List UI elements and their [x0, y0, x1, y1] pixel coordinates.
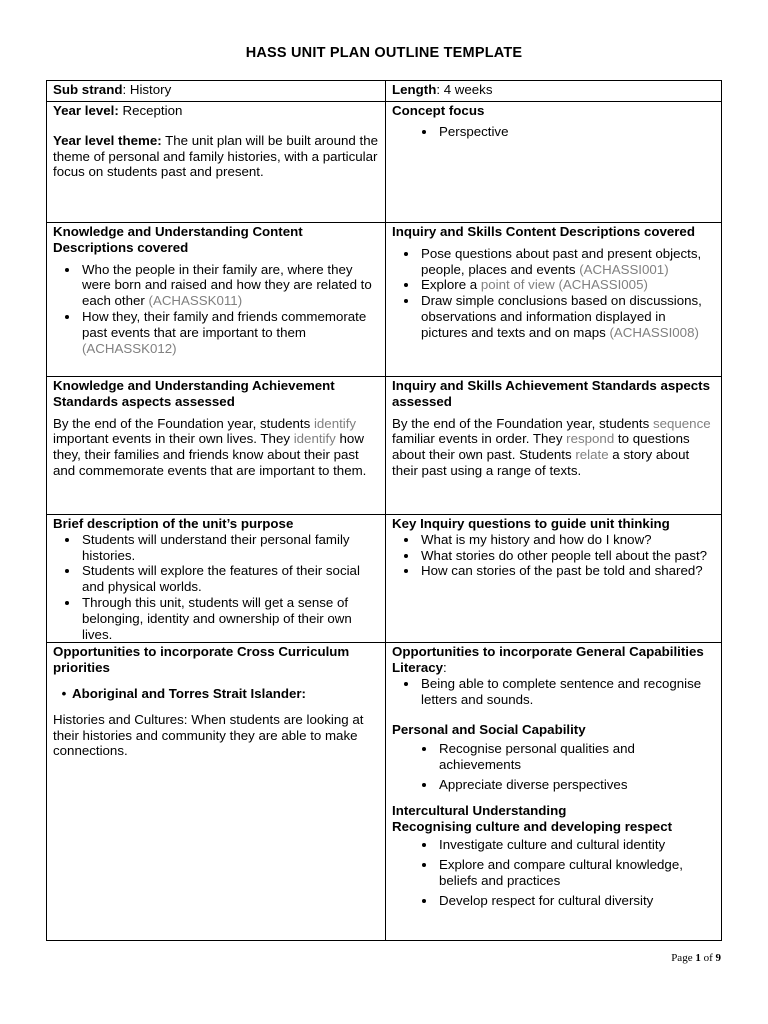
ku-text: how they, their families and friends know about their past and commemorate events that are important to them.: [53, 431, 367, 478]
gc-heading: Opportunities to incorporate General Capabilities: [392, 644, 704, 660]
row-sub-strand: [47, 81, 722, 102]
row-achievement-standards: [47, 377, 722, 515]
cell-is-achievement: [386, 377, 722, 515]
ku-text: By the end of the Foundation year, students: [53, 415, 314, 431]
cell-purpose: [47, 515, 386, 643]
is-content-heading: Inquiry and Skills Content Descriptions covered: [392, 224, 695, 239]
cell-ku-achievement: [47, 377, 386, 515]
ku-verb: identify: [313, 415, 357, 431]
is-text: to questions about their own past. Students: [392, 431, 690, 463]
is-content-item: [419, 293, 715, 340]
concept-item: • Perspective: [437, 124, 715, 140]
cell-cross-curriculum: [47, 643, 386, 941]
is-achievement-text: [392, 416, 715, 479]
ku-content-list: [53, 262, 379, 357]
ccp-heading: Opportunities to incorporate Cross Curriculum priorities: [53, 644, 350, 676]
ku-achievement-text: [53, 416, 379, 479]
purpose-list: [53, 532, 379, 643]
cell-is-content: [386, 223, 722, 377]
is-text: a story about their past using a range of texts.: [392, 447, 690, 478]
icu-list: [392, 837, 715, 908]
ku-text: important events in their own lives. They: [53, 431, 294, 447]
literacy-label: Literacy: [392, 660, 443, 676]
ku-item-code: (ACHASSK011): [148, 293, 243, 309]
is-content-list: [392, 246, 715, 341]
ku-content-item: [80, 309, 379, 356]
year-level-value: Reception: [118, 103, 183, 118]
ccp-text: Histories and Cultures: When students are looking at their histories and community they are able to make connections.: [53, 711, 364, 759]
footer-page-number: 1: [695, 952, 701, 964]
key-question-item: • What is my history and how do I know?: [419, 532, 715, 548]
is-achievement-heading: Inquiry and Skills Achievement Standards aspects assessed: [392, 378, 711, 409]
icu-item: • Explore and compare cultural knowledge, beliefs and practices: [437, 857, 715, 889]
concept-focus-heading: Concept focus: [392, 103, 485, 118]
document-title: HASS UNIT PLAN OUTLINE TEMPLATE: [245, 45, 523, 61]
icu-heading: Intercultural Understanding: [392, 802, 567, 818]
literacy-colon: :: [443, 660, 447, 676]
is-item-text: Pose questions about past and present objects, people, places and events: [421, 245, 702, 277]
is-text: By the end of the Foundation year, students: [392, 415, 653, 431]
footer-page-total: 9: [715, 952, 721, 964]
psc-item: • Appreciate diverse perspectives: [437, 777, 715, 793]
key-questions-list: [392, 532, 715, 579]
ku-item-text: How they, their family and friends commemorate past events that are important to them: [82, 308, 367, 340]
ccp-item: • Aboriginal and Torres Strait Islander:: [70, 686, 379, 702]
literacy-item: • Being able to complete sentence and recognise letters and sounds.: [419, 676, 715, 708]
key-question-item: • What stories do other people tell about the past?: [419, 548, 715, 564]
page-footer: [671, 952, 721, 964]
cell-length: [386, 81, 722, 102]
is-content-item: [419, 277, 715, 293]
is-item-text: Draw simple conclusions based on discussions, observations and information displayed in pictures and texts and on maps: [421, 293, 702, 340]
purpose-item: • Students will explore the features of their social and physical worlds.: [80, 563, 379, 595]
icu-item: • Investigate culture and cultural identity: [437, 837, 715, 853]
ccp-list: [53, 686, 379, 702]
unit-plan-table: [46, 80, 722, 941]
row-content-descriptions: [47, 223, 722, 377]
ku-item-code: (ACHASSK012): [82, 340, 177, 356]
key-questions-heading: Key Inquiry questions to guide unit thinking: [392, 516, 670, 531]
row-priorities-capabilities: [47, 643, 722, 941]
cell-general-capabilities: [386, 643, 722, 941]
cell-sub-strand: [47, 81, 386, 102]
length-label: Length: [392, 82, 437, 97]
ku-content-item: [80, 262, 379, 309]
purpose-item: • Through this unit, students will get a sense of belonging, identity and ownership of their own lives.: [80, 595, 379, 642]
length-value: : 4 weeks: [436, 82, 493, 97]
concept-list: [392, 124, 715, 140]
row-year-level: [47, 102, 722, 223]
cell-concept-focus: [386, 102, 722, 223]
footer-prefix: Page: [671, 952, 693, 964]
row-purpose-questions: [47, 515, 722, 643]
is-text: familiar events in order. They: [392, 431, 567, 447]
theme-text: The unit plan will be built around the theme of personal and family histories, with a particular focus on students past and present.: [53, 132, 378, 180]
icu-subheading: Recognising culture and developing respect: [392, 818, 673, 834]
literacy-list: [392, 676, 715, 708]
psc-list: [392, 741, 715, 792]
year-level-label: Year level:: [53, 103, 119, 118]
psc-item: • Recognise personal qualities and achievements: [437, 741, 715, 773]
purpose-heading: Brief description of the unit’s purpose: [53, 516, 294, 531]
purpose-item: • Students will understand their personal family histories.: [80, 532, 379, 564]
icu-item: • Develop respect for cultural diversity: [437, 893, 715, 909]
psc-heading: Personal and Social Capability: [392, 721, 586, 737]
ku-achievement-heading: Knowledge and Understanding Achievement Standards aspects assessed: [53, 378, 335, 409]
is-verb: sequence: [652, 415, 711, 431]
sub-strand-value: : History: [122, 82, 172, 97]
cell-year-level: [47, 102, 386, 223]
ku-item-text: Who the people in their family are, where they were born and raised and how they are related to each other: [82, 261, 372, 309]
theme-label: Year level theme:: [53, 132, 162, 148]
cell-ku-content: [47, 223, 386, 377]
key-question-item: • How can stories of the past be told and shared?: [419, 563, 715, 579]
cell-key-questions: [386, 515, 722, 643]
is-item-code: (ACHASSI001): [579, 261, 669, 277]
is-verb: respond: [566, 431, 615, 447]
ku-verb: identify: [293, 431, 336, 447]
is-item-text: Explore a: [421, 277, 481, 293]
is-verb: relate: [575, 447, 609, 463]
sub-strand-label: Sub strand: [53, 82, 123, 97]
ku-content-heading: Knowledge and Understanding Content Descriptions covered: [53, 224, 303, 255]
is-item-code: point of view (ACHASSI005): [480, 277, 648, 293]
is-content-item: [419, 246, 715, 278]
is-item-code: (ACHASSI008): [609, 324, 699, 340]
footer-of: of: [703, 952, 713, 964]
